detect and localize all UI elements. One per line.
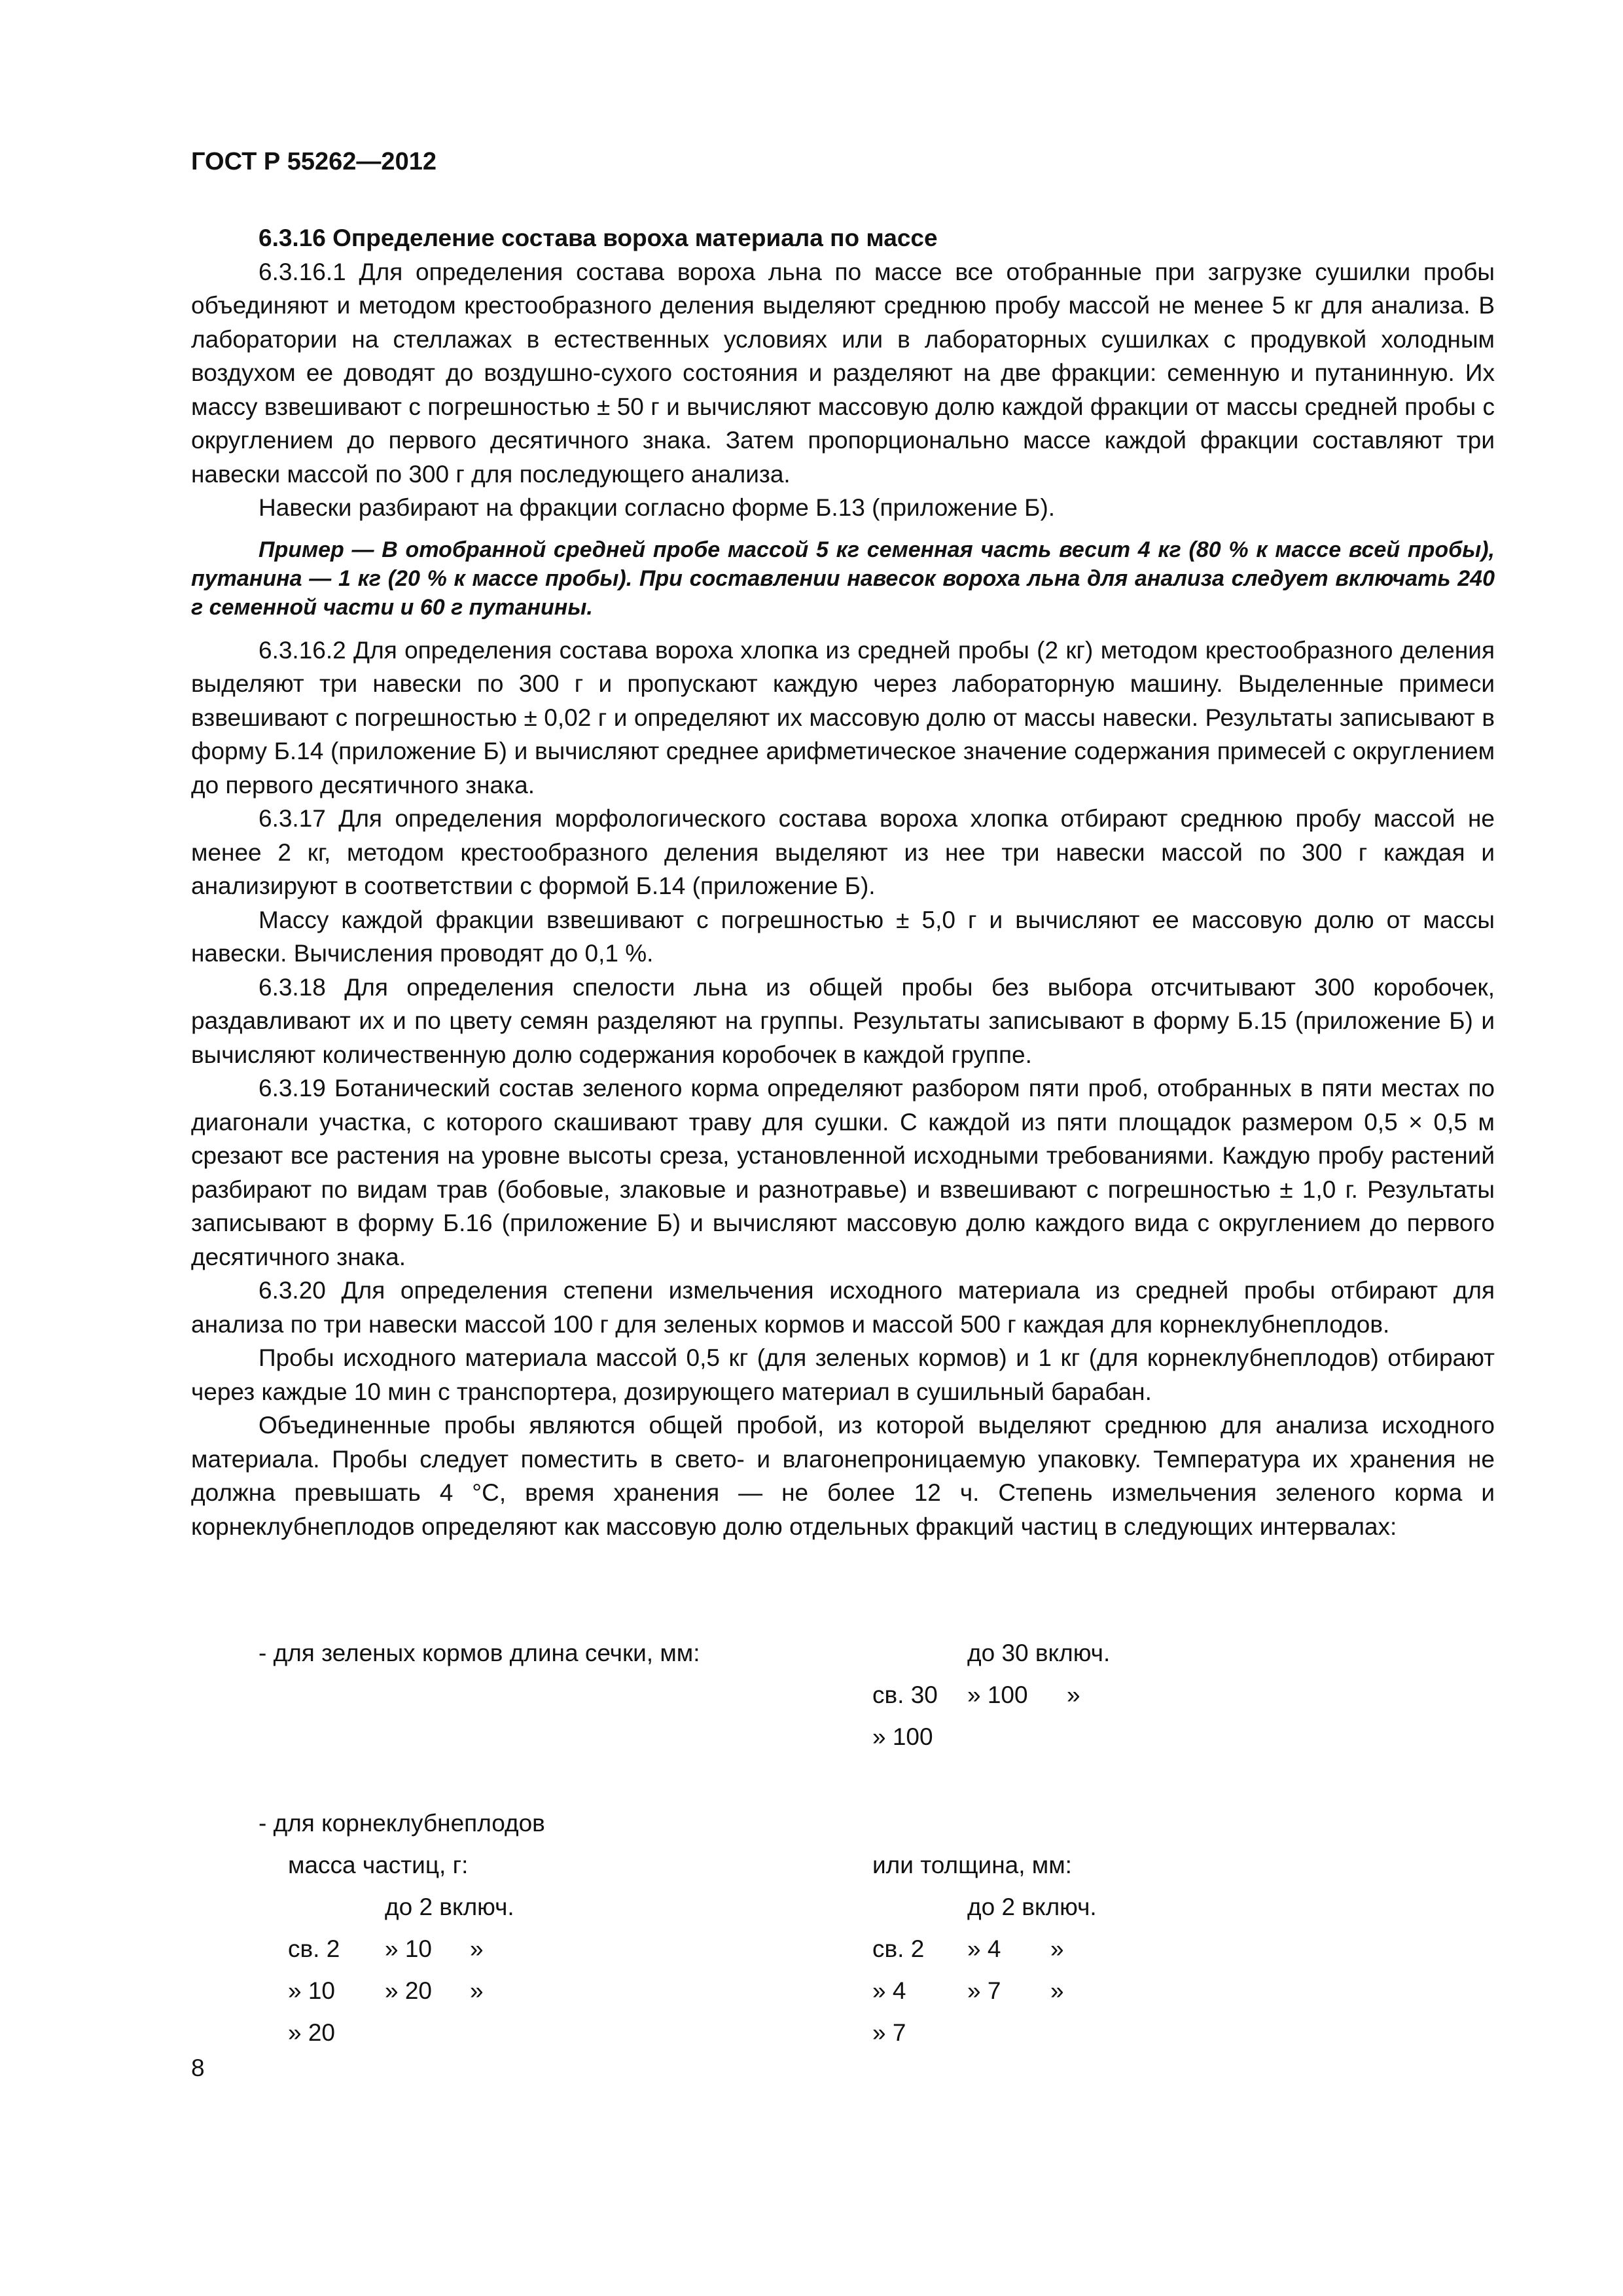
paragraph: 6.3.17 Для определения морфологического состава вороха хлопка отбирают среднюю пробу массой не менее 2 кг, методом крестообразного деления выделяют из нее три навески массой по 300 г каждая и анализируют в соответствии с формой Б.14 (приложение Б). <box>191 805 1495 899</box>
paragraph: 6.3.16.1 Для определения состава вороха льна по массе все отобранные при загрузке сушилки пробы объединяют и методом крестообразного деления выделяют среднюю пробу массой не менее 5 кг для анализа. В лаборатории на стеллажах в естественных условиях или в лабораторных сушилках с продувкой холодным воздухом ее доводят до воздушно-сухого состояния и разделяют на две фракции: семенную и путанинную. Их массу взвешивают с погрешностью ± 50 г и вычисляют массовую долю каждой фракции от массы средней пробы с округлением до первого десятичного знака. Затем пропорционально массе каждой фракции составляют три навески массой по 300 г для последующего анализа. <box>191 258 1495 488</box>
interval-value: » <box>470 1935 484 1962</box>
interval-value: » 7 <box>872 2019 906 2046</box>
paragraph: Навески разбирают на фракции согласно форме Б.13 (приложение Б). <box>259 494 1056 521</box>
paragraph: Массу каждой фракции взвешивают с погрешностью ± 5,0 г и вычисляют ее массовую долю от массы навески. Вычисления проводят до 0,1 %. <box>191 906 1495 967</box>
interval-value: » 7 <box>967 1977 1001 2004</box>
interval-value: » <box>1067 1681 1080 1708</box>
interval-value: » 20 <box>385 1977 433 2004</box>
example-note: Пример — В отобранной средней пробе массой 5 кг семенная часть весит 4 кг (80 % к массе всей пробы), путанина — 1 кг (20 % к массе пробы). При составлении навесок вороха льна для анализа следует включать 240 г семенной части и 60 г путанины. <box>191 537 1495 620</box>
paragraph: Объединенные пробы являются общей пробой, из которой выделяют среднюю для анализа исходного материала. Пробы следует поместить в свето- и влагонепроницаемую упаковку. Температура их хранения не должна превышать 4 °С, время хранения — не более 12 ч. Степень измельчения зеленого корма и корнеклубнеплодов определяют как массовую долю отдельных фракций частиц в следующих интервалах: <box>191 1412 1495 1540</box>
paragraph: 6.3.20 Для определения степени измельчения исходного материала из средней пробы отбирают для анализа по три навески массой 100 г для зеленых кормов и массой 500 г каждая для корнеклубнеплодов. <box>191 1277 1495 1338</box>
interval-value: св. 2 <box>288 1935 340 1962</box>
paragraph: 6.3.19 Ботанический состав зеленого корма определяют разбором пяти проб, отобранных в пяти местах по диагонали участка, с которого скашивают траву для сушки. С каждой из пяти площадок размером 0,5 × 0,5 м срезают все растения на уровне высоты среза, установленной исходными требованиями. Каждую пробу растений разбирают по видам трав (бобовые, злаковые и разнотравье) и взвешивают с погрешностью ± 1,0 г. Результаты записывают в форму Б.16 (приложение Б) и вычисляют массовую долю каждого вида с округлением до первого десятичного знака. <box>191 1075 1495 1270</box>
mass-label: масса частиц, г: <box>288 1852 469 1878</box>
section-heading: 6.3.16 Определение состава вороха материала по массе <box>259 224 938 251</box>
paragraph: Пробы исходного материала массой 0,5 кг (для зеленых кормов) и 1 кг (для корнеклубнеплодов) отбирают через каждые 10 мин с транспортера, дозирующего материал в сушильный барабан. <box>191 1344 1495 1405</box>
paragraph: 6.3.18 Для определения спелости льна из общей пробы без выбора отсчитывают 300 коробочек, раздавливают их и по цвету семян разделяют на группы. Результаты записывают в форму Б.15 (приложение Б) и вычисляют количественную долю содержания коробочек в каждой группе. <box>191 973 1495 1068</box>
interval-value: св. 30 <box>872 1681 938 1708</box>
interval-value: » 100 <box>967 1681 1028 1708</box>
interval-value: » 20 <box>288 2019 336 2046</box>
interval-value: » <box>470 1977 484 2004</box>
interval-value: » 4 <box>967 1935 1001 1962</box>
green-feed-label: - для зеленых кормов длина сечки, мм: <box>259 1640 700 1666</box>
interval-value: » 10 <box>288 1977 336 2004</box>
interval-value: » 100 <box>872 1723 933 1750</box>
interval-value: » 10 <box>385 1935 433 1962</box>
interval-value: » 4 <box>872 1977 906 2004</box>
interval-value: » <box>1050 1977 1064 2004</box>
root-crops-label: - для корнеклубнеплодов <box>259 1810 545 1837</box>
interval-value: до 2 включ. <box>967 1893 1097 1920</box>
interval-value: до 2 включ. <box>385 1893 514 1920</box>
body-text <box>191 221 1495 1543</box>
interval-value: » <box>1050 1935 1064 1962</box>
thickness-label: или толщина, мм: <box>872 1852 1072 1878</box>
paragraph: 6.3.16.2 Для определения состава вороха хлопка из средней пробы (2 кг) методом крестообразного деления выделяют три навески по 300 г и пропускают каждую через лабораторную машину. Выделенные примеси взвешивают с погрешностью ± 0,02 г и определяют их массовую долю от массы навески. Результаты записывают в форму Б.14 (приложение Б) и вычисляют среднее арифметическое значение содержания примесей с округлением до первого десятичного знака. <box>191 636 1495 798</box>
interval-value: св. 2 <box>872 1935 925 1962</box>
page-number: 8 <box>191 2054 205 2081</box>
standard-header: ГОСТ Р 55262—2012 <box>191 148 437 175</box>
interval-value: до 30 включ. <box>967 1640 1111 1666</box>
